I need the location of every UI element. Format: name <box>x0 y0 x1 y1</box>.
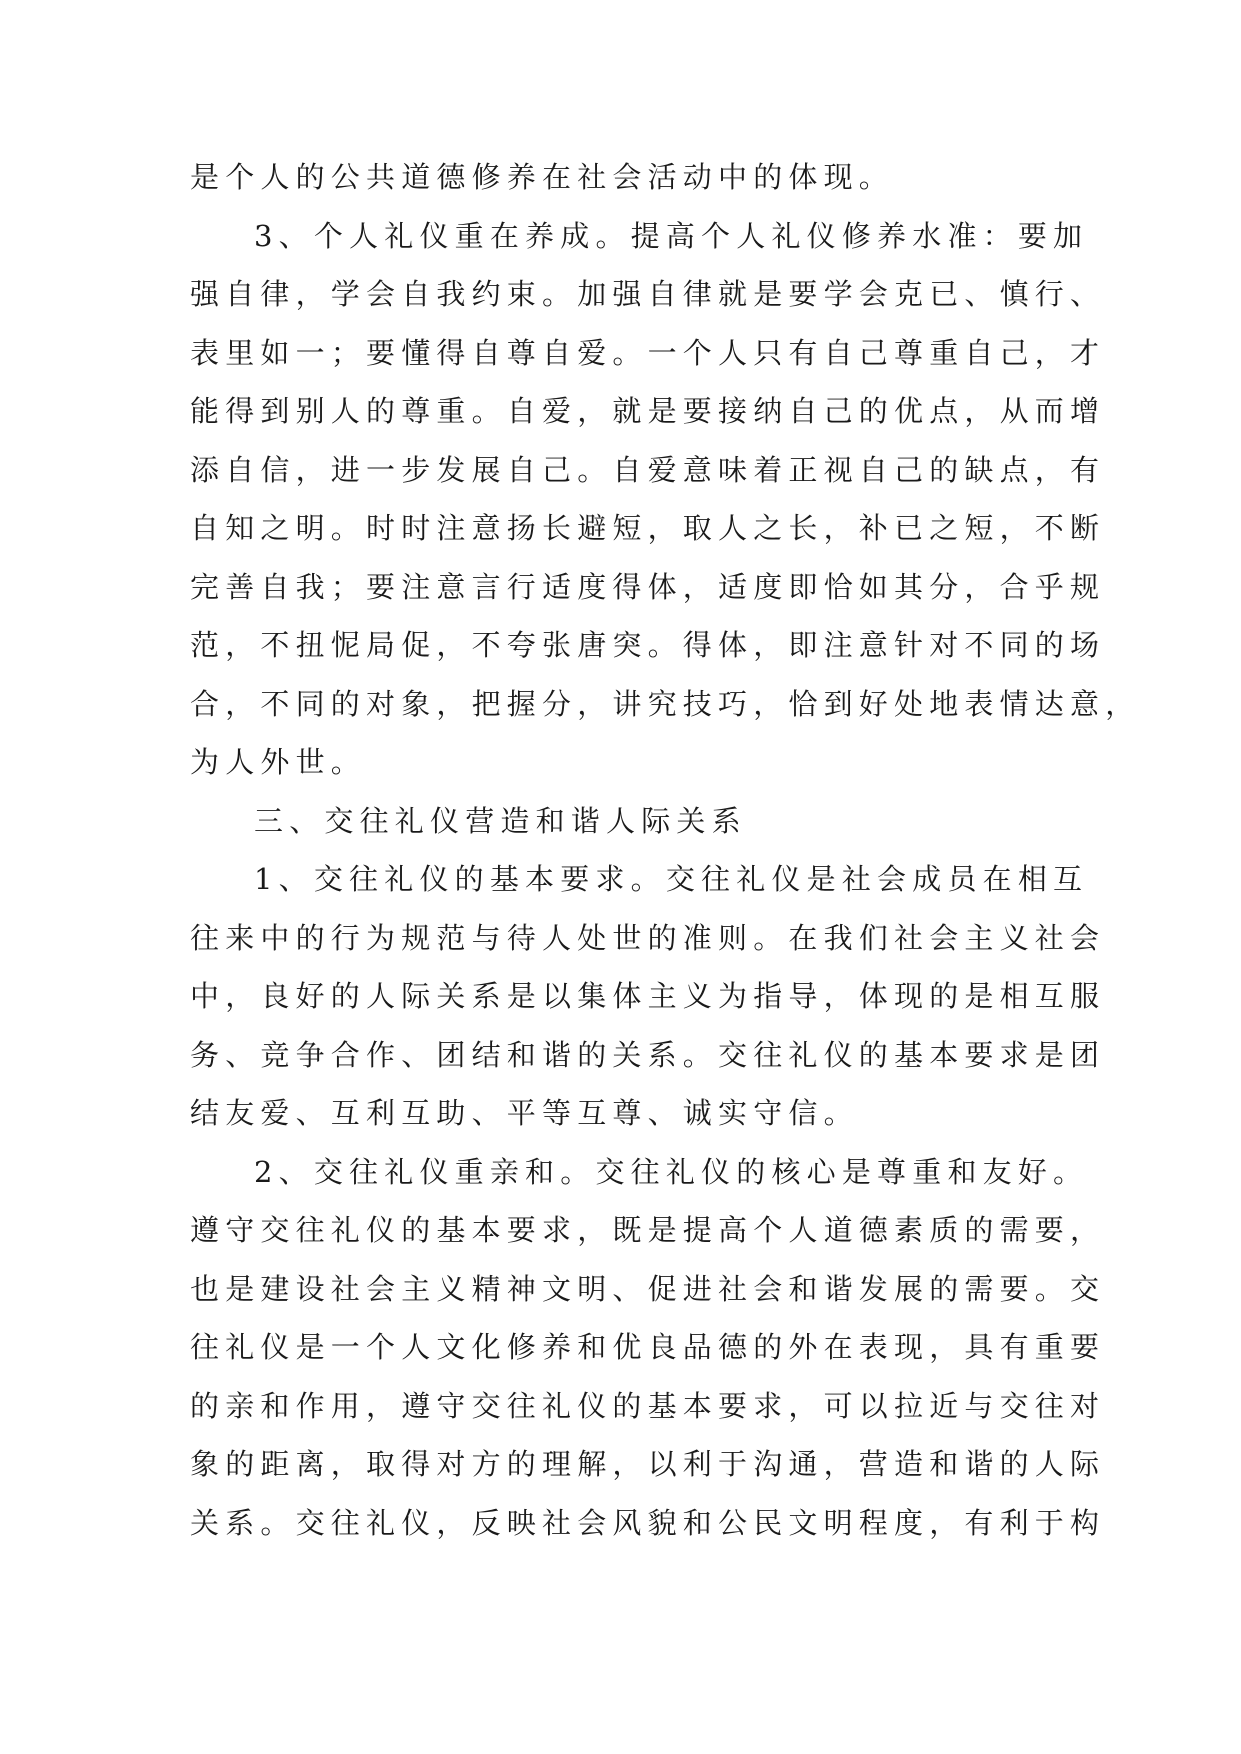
text-line: 范，不扭怩局促，不夸张唐突。得体，即注意针对不同的场 <box>190 628 1106 662</box>
text-line: 3、个人礼仪重在养成。提高个人礼仪修养水准：要加 <box>254 218 1089 253</box>
text-line: 遵守交往礼仪的基本要求，既是提高个人道德素质的需要， <box>190 1213 1106 1247</box>
text-line: 也是建设社会主义精神文明、促进社会和谐发展的需要。交 <box>190 1271 1106 1306</box>
text-line: 表里如一；要懂得自尊自爱。一个人只有自己尊重自己，才 <box>190 335 1106 370</box>
text-line: 务、竞争合作、团结和谐的关系。交往礼仪的基本要求是团 <box>190 1037 1106 1072</box>
text-line: 2、交往礼仪重亲和。交往礼仪的核心是尊重和友好。 <box>254 1154 1089 1189</box>
text-line: 强自律，学会自我约束。加强自律就是要学会克已、慎行、 <box>190 277 1106 311</box>
text-line: 往来中的行为规范与待人处世的准则。在我们社会主义社会 <box>190 920 1106 955</box>
text-line: 的亲和作用，遵守交往礼仪的基本要求，可以拉近与交往对 <box>190 1388 1106 1423</box>
text-line: 合，不同的对象，把握分，讲究技巧，恰到好处地表情达意， <box>190 686 1141 721</box>
text-line: 1、交往礼仪的基本要求。交往礼仪是社会成员在相互 <box>254 862 1089 896</box>
text-line: 象的距离，取得对方的理解，以利于沟通，营造和谐的人际 <box>190 1447 1106 1481</box>
text-line: 完善自我；要注意言行适度得体，适度即恰如其分，合乎规 <box>190 569 1106 604</box>
body-text <box>190 148 1141 1552</box>
text-line: 关系。交往礼仪，反映社会风貌和公民文明程度，有利于构 <box>190 1505 1106 1540</box>
text-line: 添自信，进一步发展自己。自爱意味着正视自己的缺点，有 <box>190 452 1106 487</box>
text-line: 三、交往礼仪营造和谐人际关系 <box>254 803 747 838</box>
text-line: 为人外世。 <box>190 745 367 779</box>
text-line: 结友爱、互利互助、平等互尊、诚实守信。 <box>190 1096 859 1130</box>
text-line: 自知之明。时时注意扬长避短，取人之长，补已之短，不断 <box>190 511 1106 545</box>
text-line: 中，良好的人际关系是以集体主义为指导，体现的是相互服 <box>190 979 1106 1013</box>
text-line: 能得到别人的尊重。自爱，就是要接纳自己的优点，从而增 <box>190 394 1106 428</box>
text-line: 往礼仪是一个人文化修养和优良品德的外在表现，具有重要 <box>190 1330 1106 1364</box>
text-line: 是个人的公共道德修养在社会活动中的体现。 <box>190 160 895 194</box>
